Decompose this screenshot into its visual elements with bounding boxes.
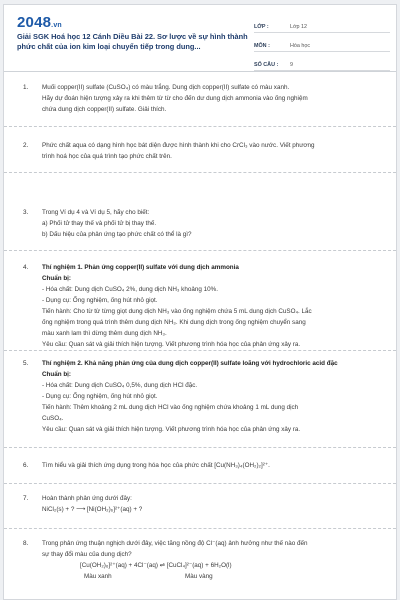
question-body bbox=[42, 358, 378, 435]
question-body bbox=[42, 262, 378, 350]
question-text: Trong Ví dụ 4 và Ví dụ 5, hãy cho biết: bbox=[42, 209, 150, 216]
question-number: 4. bbox=[23, 264, 29, 271]
question-body bbox=[42, 538, 378, 582]
question-divider bbox=[4, 350, 396, 351]
question-text: Phức chất aqua có dạng hình học bát diện được hình thành khi cho CrCl₃ vào nước. Viết phương bbox=[42, 142, 315, 149]
document-header bbox=[4, 5, 396, 72]
meta-row-question-count bbox=[254, 53, 390, 71]
question-text: Yêu cầu: Quan sát và giải thích hiện tượng. Viết phương trình hóa học của phản ứng xảy ra. bbox=[42, 341, 301, 348]
document-page bbox=[3, 4, 397, 600]
question-divider bbox=[4, 447, 396, 448]
meta-label: SỐ CÂU : bbox=[254, 62, 279, 68]
question-text: Tìm hiểu và giải thích ứng dụng trong hóa học của phức chất [Cu(NH₃)₄(OH₂)₂]²⁺. bbox=[42, 462, 270, 469]
meta-label: LỚP : bbox=[254, 24, 269, 30]
site-logo[interactable] bbox=[17, 14, 62, 31]
question-number: 5. bbox=[23, 360, 29, 367]
question-text: Muối copper(II) sulfate (CuSO₄) có màu trắng. Dung dịch copper(II) sulfate có màu xanh. bbox=[42, 84, 290, 91]
question-divider bbox=[4, 483, 396, 484]
question-text: Tiến hành: Thêm khoảng 2 mL dung dịch HCl vào ống nghiệm chứa khoảng 1 mL dung dịch bbox=[42, 404, 299, 411]
question-text: CuSO₄. bbox=[42, 415, 64, 422]
meta-value: Lớp 12 bbox=[290, 24, 308, 30]
question-title: Thí nghiệm 2. Khả năng phản ứng của dung dịch copper(II) sulfate loãng với hydrochloric acid đặc bbox=[42, 360, 338, 367]
question-body bbox=[42, 82, 378, 115]
question-divider bbox=[4, 528, 396, 529]
question-body bbox=[42, 493, 378, 515]
question-text: Hãy dự đoán hiện tượng xảy ra khi thêm từ từ cho đến dư dung dịch ammonia vào ống nghiệm bbox=[42, 95, 308, 102]
question-text: - Dụng cụ: Ống nghiệm, ống hút nhỏ giọt. bbox=[42, 297, 158, 304]
section-heading: Chuẩn bị: bbox=[42, 371, 72, 378]
question-title: Thí nghiệm 1. Phản ứng copper(II) sulfate với dung dịch ammonia bbox=[42, 264, 239, 271]
question-text: - Dụng cụ: Ống nghiệm, ống hút nhỏ giọt. bbox=[42, 393, 158, 400]
question-text: - Hóa chất: Dung dịch CuSO₄ 0,5%, dung dịch HCl đặc. bbox=[42, 382, 198, 389]
question-number: 7. bbox=[23, 495, 29, 502]
question-number: 1. bbox=[23, 84, 29, 91]
document-meta bbox=[254, 15, 390, 72]
question-text: chứa dung dịch copper(II) sulfate. Giải thích. bbox=[42, 106, 167, 113]
question-body bbox=[42, 207, 378, 240]
question-number: 6. bbox=[23, 462, 29, 469]
question-divider bbox=[4, 172, 396, 173]
question-text: ống nghiệm trong quá trình thêm dung dịch NH₃. Khi dung dịch trong ống nghiệm chuyển sang bbox=[42, 319, 306, 326]
section-heading: Chuẩn bị: bbox=[42, 275, 72, 282]
meta-row-class bbox=[254, 15, 390, 33]
question-text: màu xanh lam thì dừng thêm dung dịch NH₃. bbox=[42, 330, 167, 337]
meta-row-subject bbox=[254, 34, 390, 52]
color-label: Màu xanh bbox=[84, 573, 112, 580]
logo-domain-text: .vn bbox=[51, 22, 62, 29]
logo-main-text: 2048 bbox=[17, 14, 52, 31]
question-text: Hoàn thành phản ứng dưới đây: bbox=[42, 495, 132, 502]
meta-label: MÔN : bbox=[254, 43, 270, 49]
color-label: Màu vàng bbox=[185, 573, 213, 580]
question-text: Tiến hành: Cho từ từ từng giọt dung dịch NH₃ vào ống nghiệm chứa 5 mL dung dịch CuSO₄. Lắc bbox=[42, 308, 312, 315]
meta-value: 9 bbox=[290, 62, 293, 68]
question-number: 3. bbox=[23, 209, 29, 216]
question-divider bbox=[4, 250, 396, 251]
color-labels bbox=[42, 571, 378, 582]
question-text: a) Phối tử thay thế và phối tử bị thay thế. bbox=[42, 220, 157, 227]
document-title: Giải SGK Hoá học 12 Cánh Diều Bài 22. Sơ lược về sự hình thành phức chất của ion kim loại chuyển tiếp trong dung... bbox=[17, 32, 248, 51]
chemical-equation: [Cu(OH₂)₆]²⁺(aq) + 4Cl⁻(aq) ⇌ [CuCl₄]²⁻(aq) + 6H₂O(l) bbox=[80, 562, 232, 569]
question-divider bbox=[4, 126, 396, 127]
question-text: Yêu cầu: Quan sát và giải thích hiện tượng. Viết phương trình hóa học của phản ứng xảy ra. bbox=[42, 426, 301, 433]
question-text: - Hóa chất: Dung dịch CuSO₄ 2%, dung dịch NH₃ khoảng 10%. bbox=[42, 286, 218, 293]
question-text: Trong phản ứng thuận nghịch dưới đây, việc tăng nồng độ Cl⁻(aq) ảnh hưởng như thế nào đến bbox=[42, 540, 308, 547]
question-text: b) Dấu hiệu của phản ứng tạo phức chất có thể là gì? bbox=[42, 231, 192, 238]
question-body bbox=[42, 460, 378, 471]
meta-value: Hóa học bbox=[290, 43, 311, 49]
question-number: 2. bbox=[23, 142, 29, 149]
chemical-equation: NiCl₂(s) + ? ⟶ [Ni(OH₂)₆]²⁺(aq) + ? bbox=[42, 506, 143, 513]
question-text: trình hoá học của quá trình tạo phức chất trên. bbox=[42, 153, 172, 160]
question-text: sự thay đổi màu của dung dịch? bbox=[42, 551, 132, 558]
question-body bbox=[42, 140, 378, 162]
question-number: 8. bbox=[23, 540, 29, 547]
